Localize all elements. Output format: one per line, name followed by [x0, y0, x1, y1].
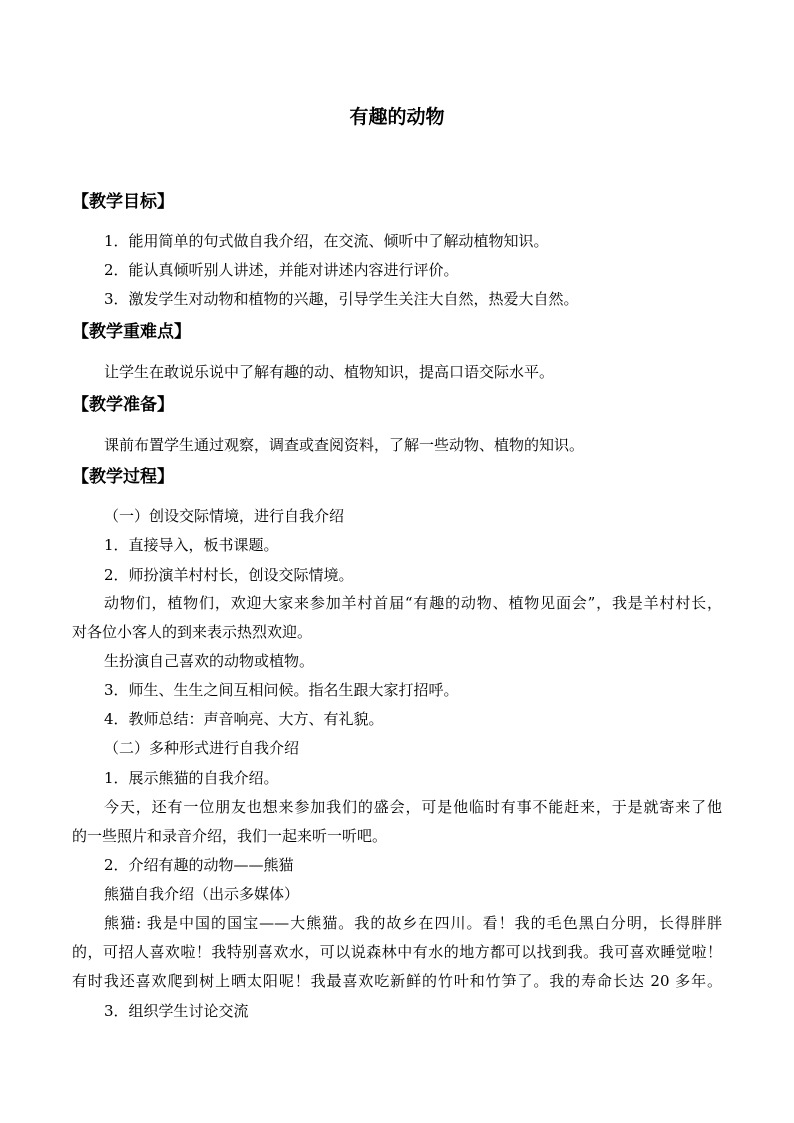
goal-item-3: 3．激发学生对动物和植物的兴趣，引导学生关注大自然，热爱大自然。 [104, 290, 579, 308]
process-p1-step3: 3．师生、生生之间互相问候。指名生跟大家打招呼。 [104, 681, 459, 699]
key-points-text: 让学生在敢说乐说中了解有趣的动、植物知识，提高口语交际水平。 [104, 363, 555, 381]
section-heading-goals: 【教学目标】 [72, 192, 174, 212]
process-p2-step1: 1．展示熊猫的自我介绍。 [104, 769, 279, 787]
process-p1-role: 生扮演自己喜欢的动物或植物。 [104, 652, 315, 670]
process-p1-speech-line2: 对各位小客人的到来表示热烈欢迎。 [72, 623, 313, 641]
goal-item-1: 1．能用简单的句式做自我介绍，在交流、倾听中了解动植物知识。 [104, 232, 549, 250]
section-heading-key-points: 【教学重难点】 [72, 322, 191, 342]
process-p2-panda-line2: 的，可招人喜欢啦！我特别喜欢水，可以说森林中有水的地方都可以找到我。我可喜欢睡觉啦！ [72, 943, 722, 961]
process-p2-intro-line1: 今天，还有一位朋友也想来参加我们的盛会，可是他临时有事不能赶来，于是就寄来了他 [104, 798, 722, 816]
process-p1-step2: 2．师扮演羊村村长，创设交际情境。 [104, 566, 354, 584]
process-p1-step1: 1．直接导入，板书课题。 [104, 536, 279, 554]
process-part2-title: （二）多种形式进行自我介绍 [104, 739, 300, 757]
goal-item-2: 2．能认真倾听别人讲述，并能对讲述内容进行评价。 [104, 261, 459, 279]
document-title: 有趣的动物 [349, 106, 445, 128]
process-p1-step4: 4．教师总结：声音响亮、大方、有礼貌。 [104, 710, 384, 728]
process-p2-media: 熊猫自我介绍（出示多媒体） [104, 885, 300, 903]
process-p2-step3: 3．组织学生讨论交流 [104, 1002, 249, 1020]
process-p2-panda-line1: 熊猫: 我是中国的国宝——大熊猫。我的故乡在四川。看！我的毛色黑白分明，长得胖胖 [104, 914, 722, 932]
preparation-text: 课前布置学生通过观察，调查或查阅资料，了解一些动物、植物的知识。 [104, 436, 585, 454]
section-heading-preparation: 【教学准备】 [72, 395, 174, 415]
process-p2-panda-line3: 有时我还喜欢爬到树上晒太阳呢！我最喜欢吃新鲜的竹叶和竹笋了。我的寿命长达 20 多年。 [72, 972, 722, 990]
process-p1-speech-line1: 动物们，植物们，欢迎大家来参加羊村首届“有趣的动物、植物见面会”，我是羊村村长， [104, 594, 722, 612]
process-p2-step2: 2．介绍有趣的动物——熊猫 [104, 856, 294, 874]
section-heading-process: 【教学过程】 [72, 467, 174, 487]
process-part1-title: （一）创设交际情境，进行自我介绍 [104, 507, 345, 525]
process-p2-intro-line2: 的一些照片和录音介绍，我们一起来听一听吧。 [72, 827, 388, 845]
